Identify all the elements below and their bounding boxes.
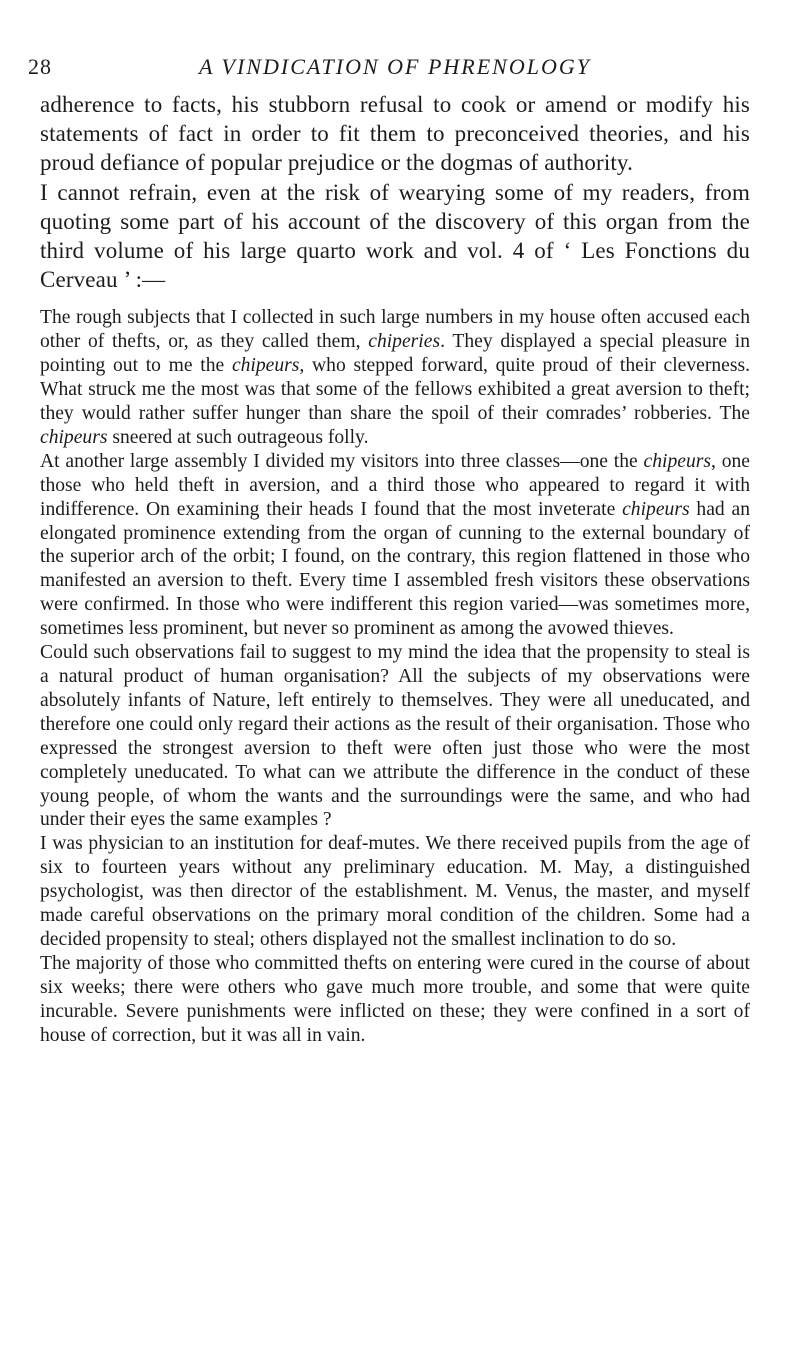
running-title: A VINDICATION OF PHRENOLOGY bbox=[199, 54, 591, 79]
block-quote bbox=[40, 306, 750, 1047]
italic-term: chipeurs bbox=[40, 426, 108, 448]
italic-term: chipeurs bbox=[622, 498, 690, 520]
italic-term: chiperies bbox=[368, 331, 441, 353]
page-header bbox=[28, 50, 750, 90]
quote-paragraph-3: Could such observations fail to suggest to my mind the idea that the propensity to steal is a natural product of human organisation? All the subjects of my observations were absolutely infants of Nature, left entirely to themselves. They were all uneducated, and therefore one could only regard their actions as the result of their organisation. Those who expressed the strongest aversion to theft were often just those who were the most completely uneducated. To what can we attribute the difference in the conduct of these young people, of whom the wants and the surroundings were the same, and who had under their eyes the same examples ? bbox=[40, 642, 750, 831]
paragraph-continuation: adherence to facts, his stubborn refusal to cook or amend or modify his statements of fact in order to fit them to preconceived theories, and his proud defiance of popular prejudice or the dogmas of authority. bbox=[40, 92, 750, 176]
italic-term: chipeurs bbox=[231, 355, 300, 377]
quote-paragraph-2: At another large assembly I divided my visitors into three classes—one the chipeurs, one those who held theft in aversion, and a third those who appeared to regard it with indifference. On examining their heads I found that the most inveterate chipeurs had an elongated prominence extending from the organ of cunning to the external boundary of the superior arch of the orbit; I found, on the contrary, this region flattened in those who manifested an aversion to theft. Every time I assembled fresh visitors these observations were confirmed. In those who were indifferent this region varied—was sometimes more, sometimes less prominent, but never so prominent as among the avowed thieves. bbox=[40, 450, 750, 640]
quote-paragraph-1: The rough subjects that I collected in such large numbers in my house often accused each other of thefts, or, as they called them, chiperies. They displayed a special pleasure in pointing out to me the chipeurs, who stepped forward, quite proud of their cleverness. What struck me the most was that some of the fellows exhibited a great aversion to theft; they would rather suffer hunger than share the spoil of their comrades’ robberies. The chipeurs sneered at such outrageous folly. bbox=[40, 307, 751, 448]
book-page bbox=[28, 50, 751, 1048]
quote-paragraph-5: The majority of those who committed thefts on entering were cured in the course of about six weeks; there were others who gave much more trouble, and some that were quite incurable. Severe punishments were inflicted on these; they were confined in a sort of house of correction, but it was all in vain. bbox=[40, 952, 750, 1046]
quote-paragraph-4: I was physician to an institution for deaf-mutes. We there received pupils from the age of six to fourteen years without any preliminary education. M. May, a distinguished psychologist, was then director of the establishment. M. Venus, the master, and myself made careful observations on the primary moral condition of the children. Some had a decided propensity to steal; others displayed not the smallest inclination to do so. bbox=[40, 833, 750, 950]
italic-term: chipeurs bbox=[643, 450, 712, 472]
paragraph-introduction: I cannot refrain, even at the risk of wearying some of my readers, from quoting some part of his account of the discovery of this organ from the third volume of his large quarto work and vol. 4 of ‘ Les Fonctions du Cerveau ’ :— bbox=[40, 179, 750, 293]
body-text bbox=[40, 90, 750, 294]
page-number: 28 bbox=[28, 54, 52, 79]
